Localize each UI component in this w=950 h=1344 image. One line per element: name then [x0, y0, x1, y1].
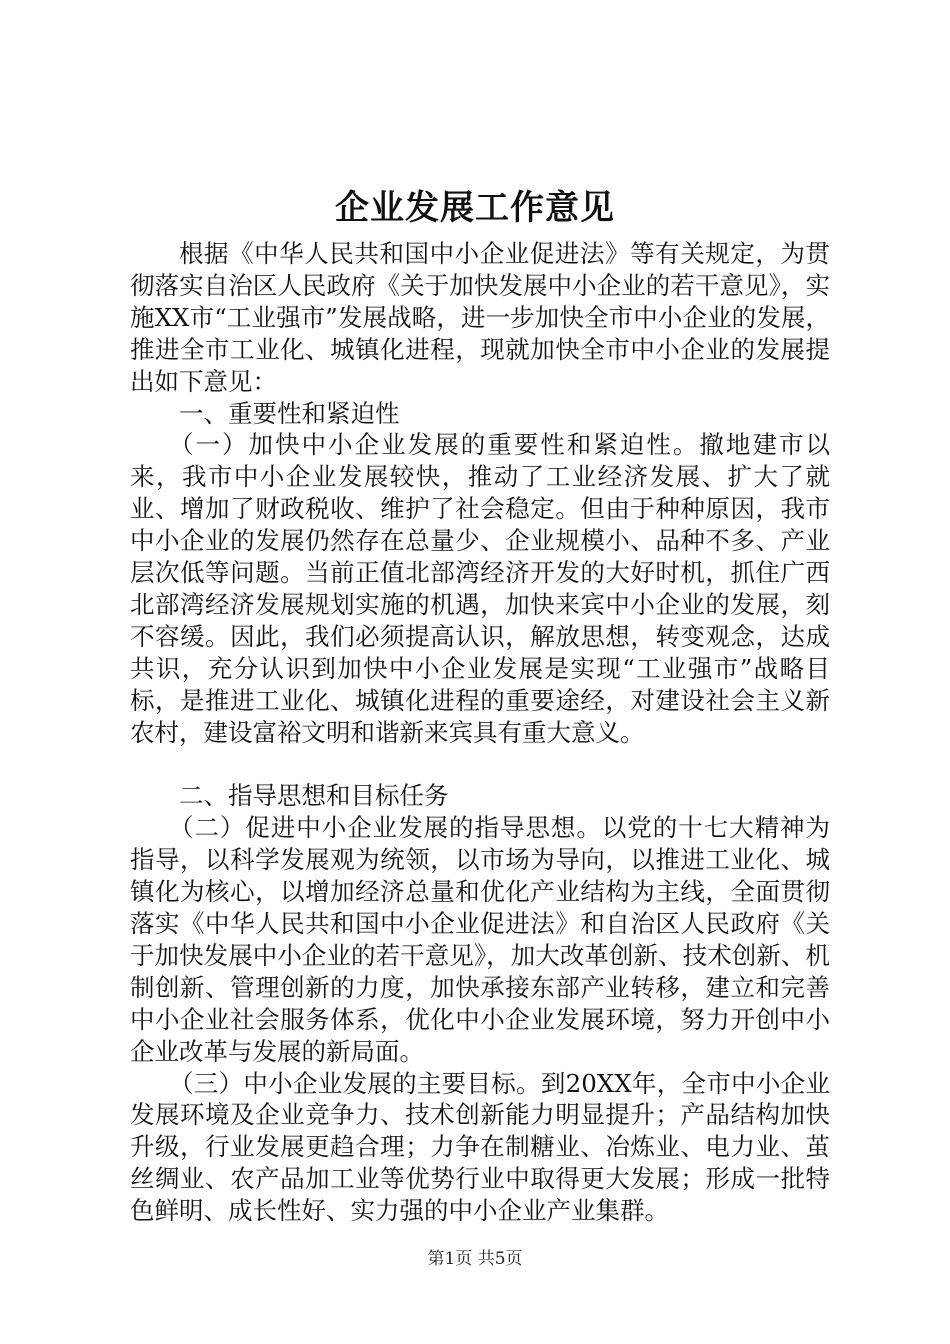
page-footer: 第1页 共5页: [427, 1249, 523, 1269]
document-title: 企业发展工作意见: [335, 188, 615, 228]
intro-paragraph: 根据《中华人民共和国中小企业促进法》等有关规定，为贯彻落实自治区人民政府《关于加快发展中小企业的若干意见》，实施XX市“工业强市”发展战略，进一步加快全市中小企业的发展，推进全市工业化、城镇化进程，现就加快全市中小企业的发展提出如下意见：: [130, 239, 830, 396]
section-1-paragraph-1: （一）加快中小企业发展的重要性和紧迫性。撤地建市以来，我市中小企业发展较快，推动了工业经济发展、扩大了就业、增加了财政税收、维护了社会稳定。但由于种种原因，我市中小企业的发展仍然存在总量少、企业规模小、品种不多、产业层次低等问题。当前正值北部湾经济开发的大好时机，抓住广西北部湾经济发展规划实施的机遇，加快来宾中小企业的发展，刻不容缓。因此，我们必须提高认识，解放思想，转变观念，达成共识，充分认识到加快中小企业发展是实现“工业强市”战略目标，是推进工业化、城镇化进程的重要途经，对建设社会主义新农村，建设富裕文明和谐新来宾具有重大意义。: [130, 430, 830, 747]
section-2-heading: 二、指导思想和目标任务: [179, 781, 449, 811]
section-2-paragraph-1: （二）促进中小企业发展的指导思想。以党的十七大精神为指导，以科学发展观为统领，以市场为导向，以推进工业化、城镇化为核心，以增加经济总量和优化产业结构为主线，全面贯彻落实《中华人民共和国中小企业促进法》和自治区人民政府《关于加快发展中小企业的若干意见》，加大改革创新、技术创新、机制创新、管理创新的力度，加快承接东部产业转移，建立和完善中小企业社会服务体系，优化中小企业发展环境，努力开创中小企业改革与发展的新局面。: [130, 813, 830, 1066]
section-2-paragraph-2: （三）中小企业发展的主要目标。到20XX年，全市中小企业发展环境及企业竞争力、技术创新能力明显提升；产品结构加快升级，行业发展更趋合理；力争在制糖业、冶炼业、电力业、茧丝绸业、农产品加工业等优势行业中取得更大发展；形成一批特色鲜明、成长性好、实力强的中小企业产业集群。: [130, 1068, 830, 1226]
document-body: [130, 238, 830, 1227]
section-1-heading: 一、重要性和紧迫性: [179, 398, 400, 428]
blank-line: [130, 749, 830, 781]
